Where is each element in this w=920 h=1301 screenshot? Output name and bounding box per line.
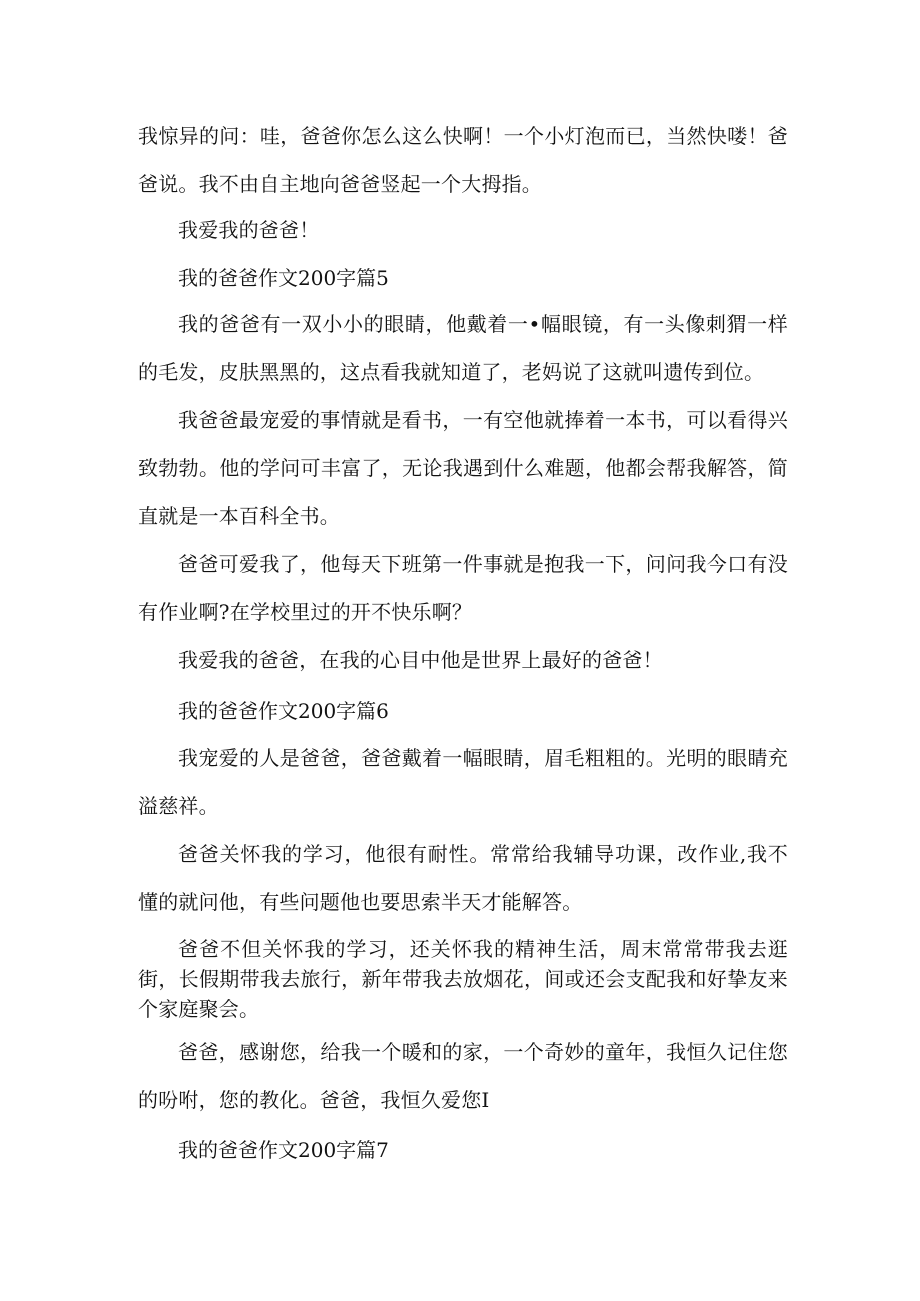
paragraph-dad-loves-me: 爸爸可爱我了，他每天下班第一件事就是抱我一下，问问我今口有没有作业啊?在学校里过的开不快乐啊？ [138, 552, 788, 624]
paragraph-dad-reading: 我爸爸最宠爱的事情就是看书，一有空他就捧着一本书，可以看得兴致勃勃。他的学问可丰富了，无论我遇到什么难题，他都会帮我解答，简直就是一本百科全书。 [138, 408, 788, 528]
paragraph-love-dad-2: 我爱我的爸爸，在我的心目中他是世界上最好的爸爸！ [178, 648, 663, 672]
paragraph-dad-appearance: 我的爸爸有一双小小的眼睛，他戴着一•幅眼镜，有一头像刺猬一样的毛发，皮肤黑黑的，这点看我就知道了，老妈说了这就叫遗传到位。 [138, 312, 788, 384]
section-heading-5: 我的爸爸作文200字篇5 [178, 266, 389, 290]
paragraph-dialogue: 我惊异的问：哇，爸爸你怎么这么快啊！一个小灯泡而已，当然快喽！爸爸说。我不由自主地向爸爸竖起一个大拇指。 [138, 124, 788, 196]
paragraph-dad-cares-life: 爸爸不但关怀我的学习，还关怀我的精神生活，周末常常带我去逛街，长假期带我去旅行，新年带我去放烟花，间或还会支配我和好挚友来个家庭聚会。 [138, 937, 788, 1021]
paragraph-favorite-person: 我宠爱的人是爸爸，爸爸戴着一幅眼睛，眉毛粗粗的。光明的眼睛充溢慈祥。 [138, 746, 788, 818]
paragraph-love-dad-1: 我爱我的爸爸！ [178, 218, 320, 242]
section-heading-6: 我的爸爸作文200字篇6 [178, 699, 389, 723]
section-heading-7: 我的爸爸作文200字篇7 [178, 1138, 389, 1162]
paragraph-thanks-dad: 爸爸，感谢您，给我一个暖和的家，一个奇妙的童年，我恒久记住您的吩咐，您的教化。爸爸，我恒久爱您I [138, 1040, 788, 1112]
paragraph-dad-cares-study: 爸爸关怀我的学习，他很有耐性。常常给我辅导功课，改作业,我不懂的就问他，有些问题他也要思索半天才能解答。 [138, 842, 788, 914]
